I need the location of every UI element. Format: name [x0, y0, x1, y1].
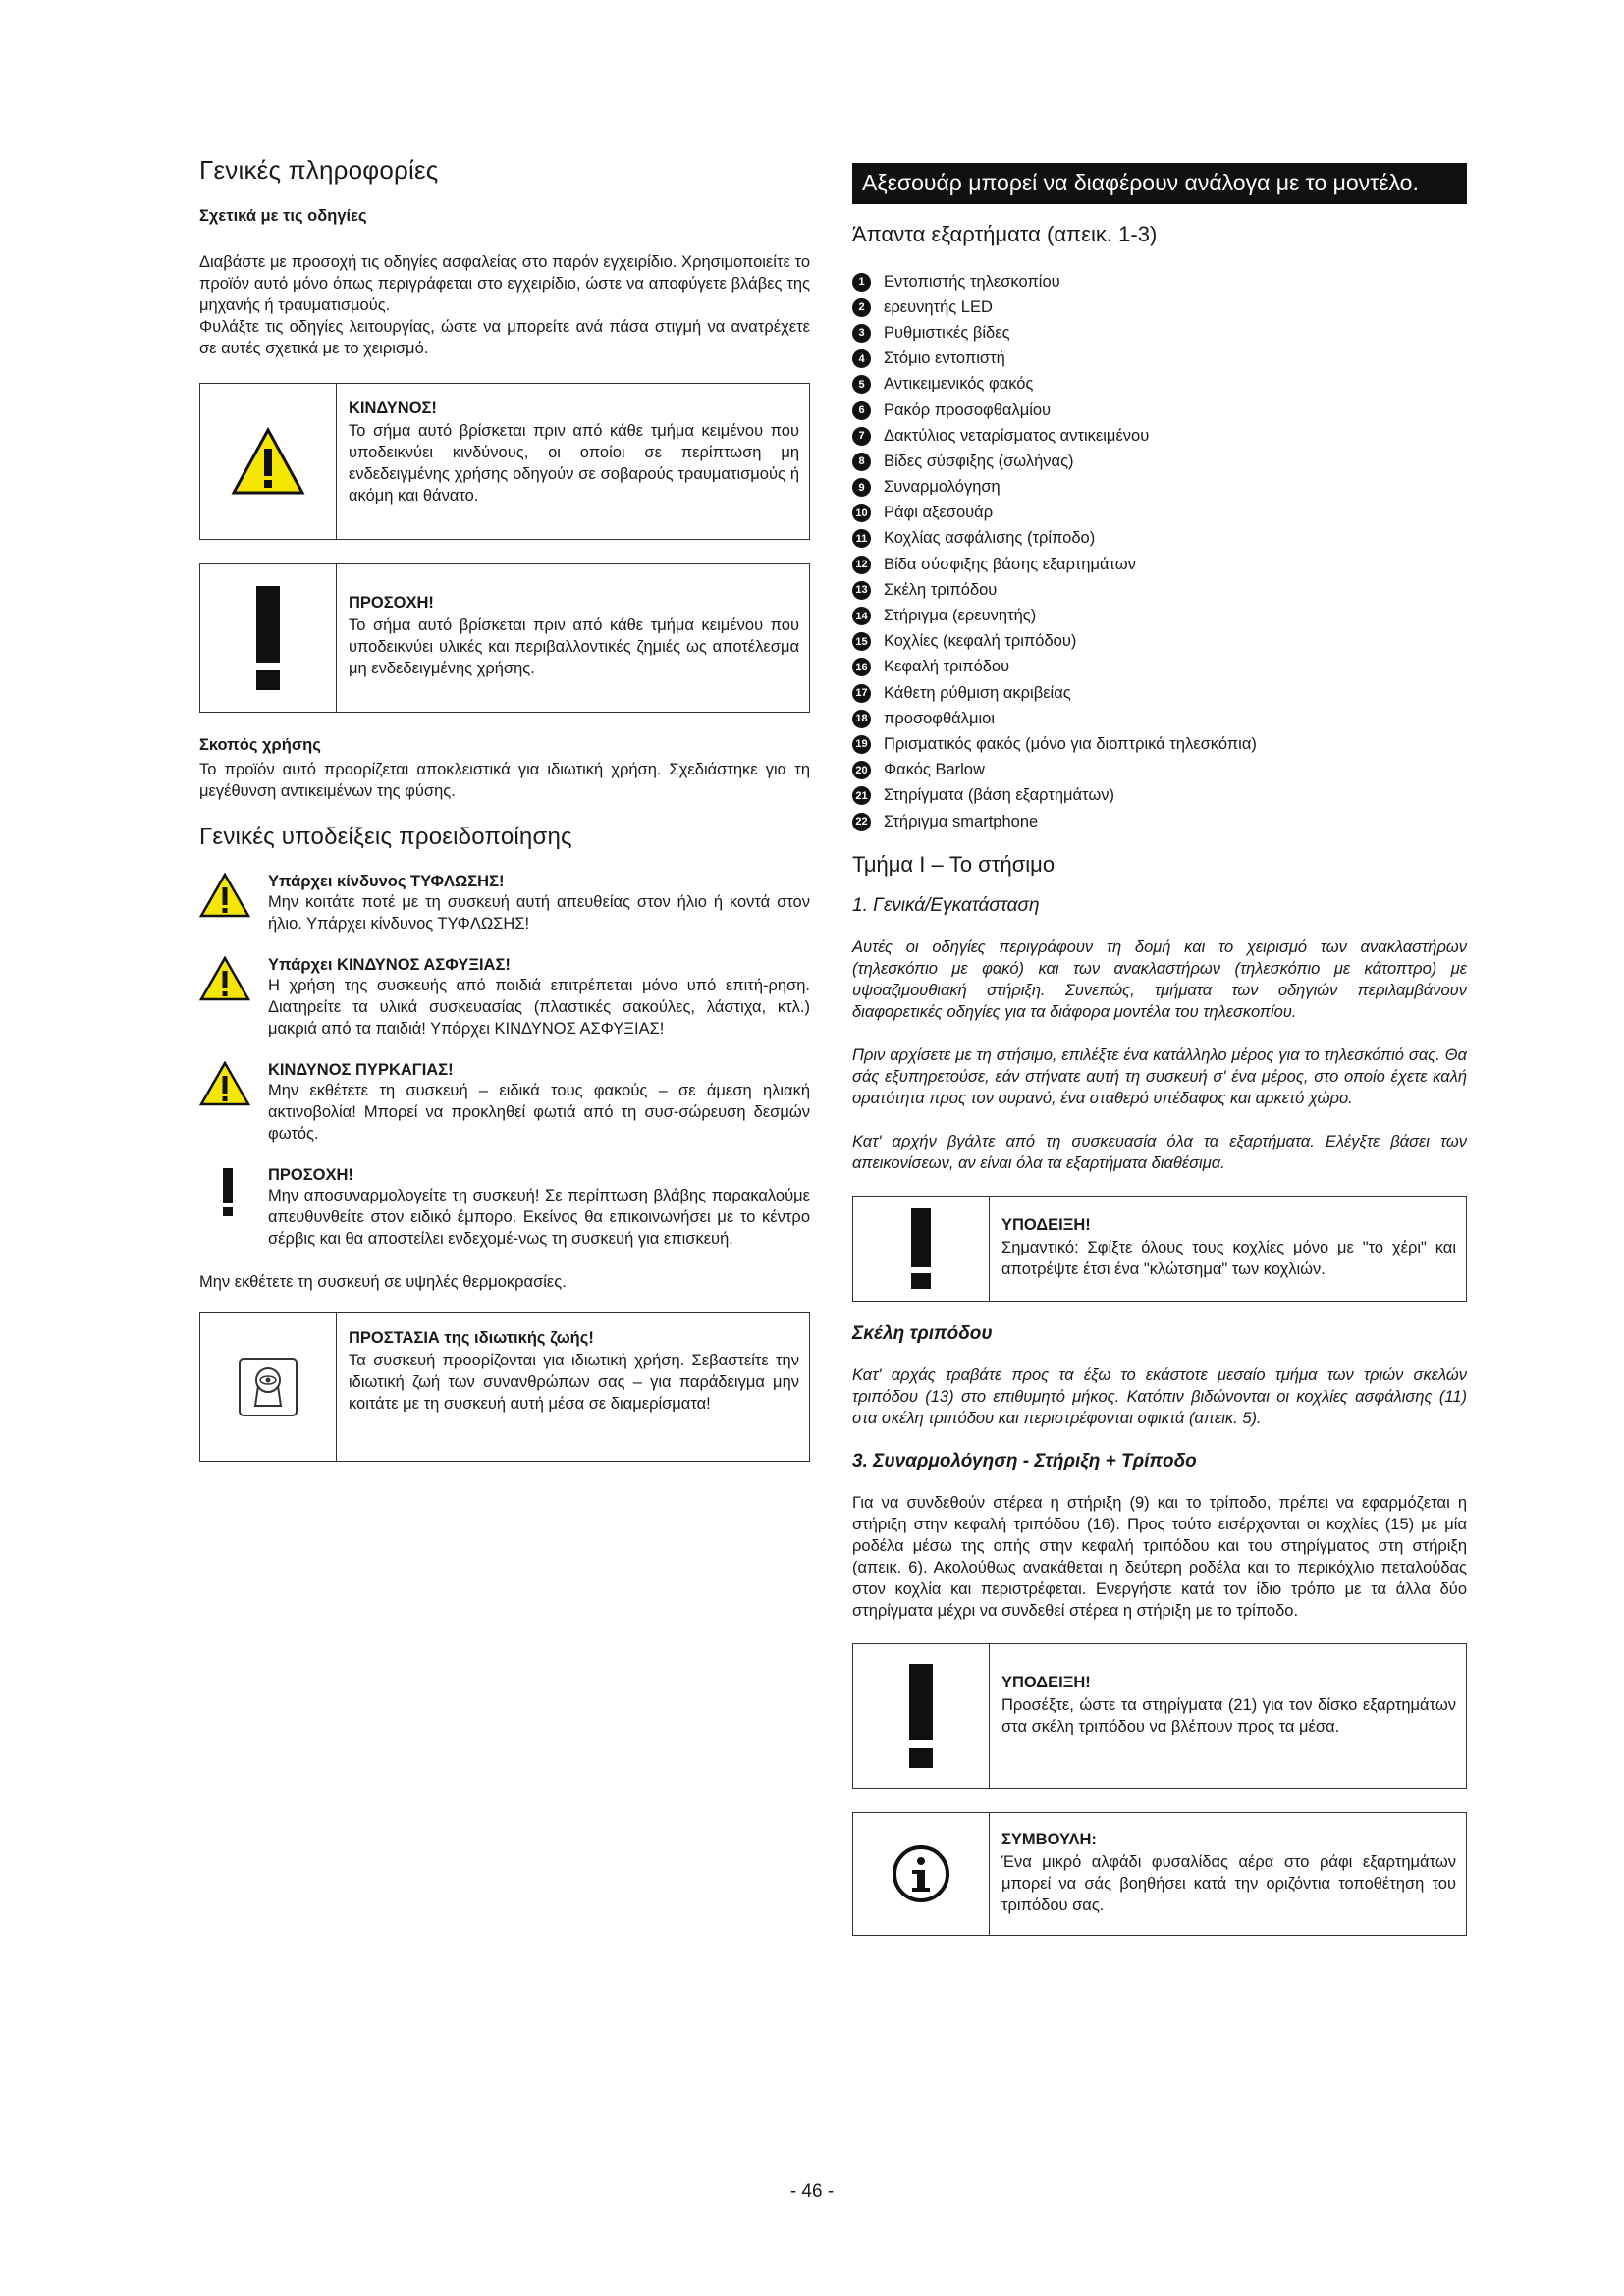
- caution-box: [199, 563, 810, 713]
- privacy-box-text: Τα συσκευή προορίζονται για ιδιωτική χρήση. Σεβαστείτε την ιδιωτική ζωή των συνανθρώπων σας – για παράδειγμα μην κοιτάτε με τη συσκευή αυτή μέσα σε διαμερίσματα!: [349, 1352, 799, 1413]
- part-number-badge: 9: [852, 478, 871, 497]
- privacy-box-title: ΠΡΟΣΤΑΣΙΑ της ιδιωτικής ζωής!: [349, 1329, 594, 1347]
- part-number-badge: 10: [852, 504, 871, 522]
- part-number-badge: 2: [852, 298, 871, 317]
- part-label: Κοχλίας ασφάλισης (τρίποδο): [884, 529, 1096, 548]
- tip-box-text: Ένα μικρό αλφάδι φυσαλίδας αέρα στο ράφι εξαρτημάτων μπορεί να σάς βοηθήσει κατά την οριζόντια τοποθέτηση του τριπόδου σας.: [1001, 1853, 1456, 1915]
- part-number-badge: 17: [852, 684, 871, 703]
- parts-list-item: [852, 731, 1467, 757]
- warning-suffocation: [199, 956, 810, 1040]
- caution-box-title: ΠΡΟΣΟΧΗ!: [349, 594, 434, 612]
- parts-list-item: [852, 320, 1467, 346]
- part-number-badge: 4: [852, 349, 871, 368]
- parts-list-item: [852, 629, 1467, 655]
- part-number-badge: 16: [852, 658, 871, 676]
- part-number-badge: 5: [852, 375, 871, 394]
- part-label: Δακτύλιος νεταρίσματος αντικειμένου: [884, 426, 1150, 445]
- part-label: Πρισματικός φακός (μόνο για διοπτρικά τηλεσκόπια): [884, 734, 1257, 753]
- warning-suffocation-text: Η χρήση της συσκευής από παιδιά επιτρέπεται μόνο υπό επιτή-ρηση. Διατηρείτε τα υλικά συσκευασίας (πλαστικές σακούλες, λάστιχα, κτλ.) μακριά από τα παιδιά! Υπάρχει ΚΙΝΔΥΝΟΣ ΑΣΦΥΞΙΑΣ!: [268, 977, 810, 1038]
- parts-list-item: [852, 783, 1467, 809]
- part-label: Βίδες σύσφιξης (σωλήνας): [884, 452, 1074, 470]
- privacy-eye-keyhole-icon: [200, 1313, 337, 1461]
- sec1-paragraph-1: Αυτές οι οδηγίες περιγράφουν τη δομή και το χειρισμό των ανακλαστήρων (τηλεσκόπιο με φακό) και των ανακλαστήρων (τηλεσκόπιο με κάτοπτρο) με υψοαζιμουθιακή στήριξη. Συνεπώς, τμήματα των οδηγιών περιλαμβάνουν διαφορετικές οδηγίες για τα διάφορα μοντέλα του τηλεσκοπίου.: [852, 938, 1467, 1022]
- parts-list-item: [852, 758, 1467, 783]
- part-label: ερευνητής LED: [884, 297, 993, 316]
- part-label: Κοχλίες (κεφαλή τριπόδου): [884, 632, 1077, 651]
- part-label: Στήριγμα smartphone: [884, 812, 1039, 830]
- warning-caution-text: Μην αποσυναρμολογείτε τη συσκευή! Σε περίπτωση βλάβης παρακαλούμε απευθυνθείτε στον ειδικό έμπορο. Εκείνος θα επικοινωνήσει με το κέντρο σέρβις και θα αποστείλει ενδεχομέ-νως τη συσκευή για επισκευή.: [268, 1187, 810, 1248]
- exclamation-icon: [199, 1166, 268, 1250]
- part1-heading: Τμήμα I – Το στήσιμο: [852, 852, 1056, 878]
- part-label: Στήριγμα (ερευνητής): [884, 607, 1037, 625]
- parts-list-item: [852, 809, 1467, 834]
- warning-fire-title: ΚΙΝΔΥΝΟΣ ΠΥΡΚΑΓΙΑΣ!: [268, 1061, 454, 1079]
- parts-list-item: [852, 372, 1467, 398]
- part-number-badge: 6: [852, 401, 871, 420]
- note-box-1-title: ΥΠΟΔΕΙΞΗ!: [1001, 1216, 1091, 1235]
- purpose-heading: Σκοπός χρήσης: [199, 736, 321, 754]
- exclamation-icon: [853, 1197, 990, 1301]
- parts-list-item: [852, 680, 1467, 706]
- part-number-badge: 15: [852, 632, 871, 651]
- right-column: [852, 155, 1467, 1936]
- part-number-badge: 7: [852, 427, 871, 446]
- part-label: Ράφι αξεσουάρ: [884, 504, 994, 522]
- part-number-badge: 11: [852, 529, 871, 548]
- sec1-heading: 1. Γενικά/Εγκατάσταση: [852, 895, 1040, 917]
- parts-list-item: [852, 501, 1467, 526]
- parts-list-item: [852, 577, 1467, 603]
- parts-list-item: [852, 706, 1467, 731]
- part-number-badge: 14: [852, 607, 871, 625]
- warning-caution: [199, 1166, 810, 1250]
- part-label: Σκέλη τριπόδου: [884, 580, 998, 599]
- part-label: Συναρμολόγηση: [884, 478, 1001, 497]
- part-label: Αντικειμενικός φακός: [884, 375, 1034, 394]
- info-icon: [853, 1813, 990, 1935]
- parts-heading: Άπαντα εξαρτήματα (απεικ. 1-3): [852, 222, 1158, 246]
- parts-list-item: [852, 655, 1467, 680]
- left-column: [199, 155, 810, 1462]
- sec1-paragraph-3: Κατ' αρχήν βγάλτε από τη συσκευασία όλα τα εξαρτήματα. Ελέγξτε βάσει των απεικονίσεων, αν είναι όλα τα εξαρτήματα διαθέσιμα.: [852, 1133, 1467, 1173]
- warning-blindness-title: Υπάρχει κίνδυνος ΤΥΦΛΩΣΗΣ!: [268, 873, 505, 890]
- temperature-text: Μην εκθέτετε τη συσκευή σε υψηλές θερμοκρασίες.: [199, 1273, 567, 1291]
- danger-box-text: Το σήμα αυτό βρίσκεται πριν από κάθε τμήμα κειμένου που υποδεικνύει κινδύνους, οι οποίοι σε περίπτωση μη ενδεδειγμένης χρήσης οδηγούν σε σοβαρούς τραυματισμούς ή ακόμη και θάνατο.: [349, 422, 799, 505]
- exclamation-icon: [853, 1644, 990, 1788]
- note-box-2-text: Προσέξτε, ώστε τα στηρίγματα (21) για τον δίσκο εξαρτημάτων στα σκέλη τριπόδου να βλέπουν προς τα μέσα.: [1001, 1696, 1456, 1736]
- parts-list-item: [852, 398, 1467, 423]
- page-number: - 46 -: [789, 2181, 835, 2202]
- part-number-badge: 22: [852, 813, 871, 831]
- note-box-1-text: Σημαντικό: Σφίξτε όλους τους κοχλίες μόνο με "το χέρι" και αποτρέψτε έτσι ένα "κλώτσημα" των κοχλιών.: [1001, 1239, 1456, 1279]
- parts-list-item: [852, 526, 1467, 552]
- privacy-box: [199, 1312, 810, 1462]
- part-label: Βίδα σύσφιξης βάσης εξαρτημάτων: [884, 555, 1136, 573]
- part-label: Εντοπιστής τηλεσκοπίου: [884, 272, 1060, 291]
- note-box-1: [852, 1196, 1467, 1302]
- part-label: Φακός Barlow: [884, 761, 985, 779]
- parts-list-item: [852, 603, 1467, 628]
- part-label: προσοφθάλμιοι: [884, 709, 995, 727]
- warning-triangle-icon: [199, 1061, 268, 1145]
- warning-suffocation-title: Υπάρχει ΚΙΝΔΥΝΟΣ ΑΣΦΥΞΙΑΣ!: [268, 956, 511, 974]
- sec1-paragraph-2: Πριν αρχίσετε με τη στήσιμο, επιλέξτε ένα κατάλληλο μέρος για το τηλεσκόπιό σας. Θα σάς εξυπηρετούσε, εάν στήνατε αυτή τη συσκευή σ' ένα μέρος, στο οποίο έχετε καλή ορατότητα προς τον ουρανό, ένα σταθερό υπέδαφος και αρκετό χώρο.: [852, 1046, 1467, 1108]
- part-number-badge: 21: [852, 786, 871, 805]
- part-label: Ρυθμιστικές βίδες: [884, 323, 1010, 342]
- part-number-badge: 19: [852, 735, 871, 754]
- tip-box: [852, 1812, 1467, 1936]
- about-instructions-heading: Σχετικά με τις οδηγίες: [199, 207, 367, 225]
- purpose-text: Το προϊόν αυτό προορίζεται αποκλειστικά για ιδιωτική χρήση. Σχεδιάστηκε για τη μεγέθυνση αντικειμένων της φύσης.: [199, 761, 810, 800]
- sec3-heading: 3. Συναρμολόγηση - Στήριξη + Τρίποδο: [852, 1451, 1197, 1472]
- warning-caution-title: ΠΡΟΣΟΧΗ!: [268, 1166, 353, 1184]
- danger-box-title: ΚΙΝΔΥΝΟΣ!: [349, 400, 437, 417]
- danger-box: [199, 383, 810, 540]
- accessories-banner: Αξεσουάρ μπορεί να διαφέρουν ανάλογα με το μοντέλο.: [852, 163, 1467, 204]
- exclamation-icon: [200, 564, 337, 712]
- parts-list-item: [852, 347, 1467, 372]
- warning-triangle-icon: [199, 873, 268, 934]
- tip-box-title: ΣΥΜΒΟΥΛΗ:: [1001, 1831, 1097, 1849]
- tripod-legs-heading: Σκέλη τριπόδου: [852, 1323, 993, 1345]
- note-box-2-title: ΥΠΟΔΕΙΞΗ!: [1001, 1674, 1091, 1692]
- parts-list-item: [852, 552, 1467, 577]
- warning-triangle-icon: [200, 384, 337, 539]
- warning-fire: [199, 1061, 810, 1145]
- warnings-heading: Γενικές υποδείξεις προειδοποίησης: [199, 824, 572, 850]
- parts-list-item: [852, 475, 1467, 501]
- parts-list-item: [852, 423, 1467, 449]
- part-number-badge: 12: [852, 556, 871, 574]
- part-number-badge: 3: [852, 324, 871, 343]
- warning-fire-text: Μην εκθέτετε τη συσκευή – ειδικά τους φακούς – σε άμεση ηλιακή ακτινοβολία! Μπορεί να προκληθεί φωτιά από τη συσ-σώρευση δεσμών φωτός.: [268, 1082, 810, 1143]
- note-box-2: [852, 1643, 1467, 1789]
- tripod-legs-text: Κατ' αρχάς τραβάτε προς τα έξω το εκάστοτε μεσαίο τμήμα των τριών σκελών τριπόδου (13) στο επιθυμητό μήκος. Κατόπιν βιδώνονται οι κοχλίες ασφάλισης (11) στα σκέλη τριπόδου και περιστρέφονται σφικτά (απεικ. 5).: [852, 1366, 1467, 1428]
- parts-list: [852, 269, 1467, 834]
- part-label: Κεφαλή τριπόδου: [884, 658, 1010, 676]
- part-label: Στηρίγματα (βάση εξαρτημάτων): [884, 786, 1114, 805]
- part-number-badge: 18: [852, 710, 871, 728]
- caution-box-text: Το σήμα αυτό βρίσκεται πριν από κάθε τμήμα κειμένου που υποδεικνύει υλικές και περιβαλλοντικές ζημιές ως αποτέλεσμα μη ενδεδειγμένης χρήσης.: [349, 616, 799, 677]
- warning-blindness-text: Μην κοιτάτε ποτέ με τη συσκευή αυτή απευθείας στον ήλιο ή κοντά στον ήλιο. Υπάρχει κίνδυνος ΤΥΦΛΩΣΗΣ!: [268, 893, 810, 933]
- part-label: Ρακόρ προσοφθαλμίου: [884, 400, 1052, 419]
- parts-list-item: [852, 449, 1467, 474]
- sec3-text: Για να συνδεθούν στέρεα η στήριξη (9) και το τρίποδο, πρέπει να εφαρμόζεται η στήριξη στην κεφαλή τριπόδου (16). Προς τούτο εισέρχονται οι κοχλίες (15) με μία ροδέλα μέσω της οπής στην κεφαλή τριπόδου και του στηρίγματος στη στήριξη (απεικ. 6). Ακολούθως ανακάθεται η δεύτερη ροδέλα και το περικόχλιο πεταλούδας στον κοχλία και περιστρέφεται. Ενεργήστε κατά τον ίδιο τρόπο με τα άλλα δύο στηρίγματα μέχρι να συνδεθεί στέρεα η στήριξη με το τρίποδο.: [852, 1494, 1467, 1621]
- about-instructions-paragraph-1: Διαβάστε με προσοχή τις οδηγίες ασφαλείας στο παρόν εγχειρίδιο. Χρησιμοποιείτε το προϊόν αυτό μόνο όπως περιγράφεται στο εγχειρίδιο, ώστε να αποφύγετε βλάβες της μηχανής ή τραυματισμούς.: [199, 253, 810, 314]
- part-label: Στόμιο εντοπιστή: [884, 349, 1005, 368]
- part-number-badge: 8: [852, 453, 871, 471]
- general-info-heading: Γενικές πληροφορίες: [199, 155, 439, 185]
- part-label: Κάθετη ρύθμιση ακριβείας: [884, 683, 1071, 702]
- parts-list-item: [852, 294, 1467, 320]
- part-number-badge: 20: [852, 761, 871, 779]
- part-number-badge: 13: [852, 581, 871, 600]
- warning-blindness: [199, 873, 810, 934]
- warning-triangle-icon: [199, 956, 268, 1040]
- part-number-badge: 1: [852, 273, 871, 292]
- parts-list-item: [852, 269, 1467, 294]
- about-instructions-paragraph-2: Φυλάξτε τις οδηγίες λειτουργίας, ώστε να μπορείτε ανά πάσα στιγμή να ανατρέχετε σε αυτές σχετικά με το χειρισμό.: [199, 318, 810, 357]
